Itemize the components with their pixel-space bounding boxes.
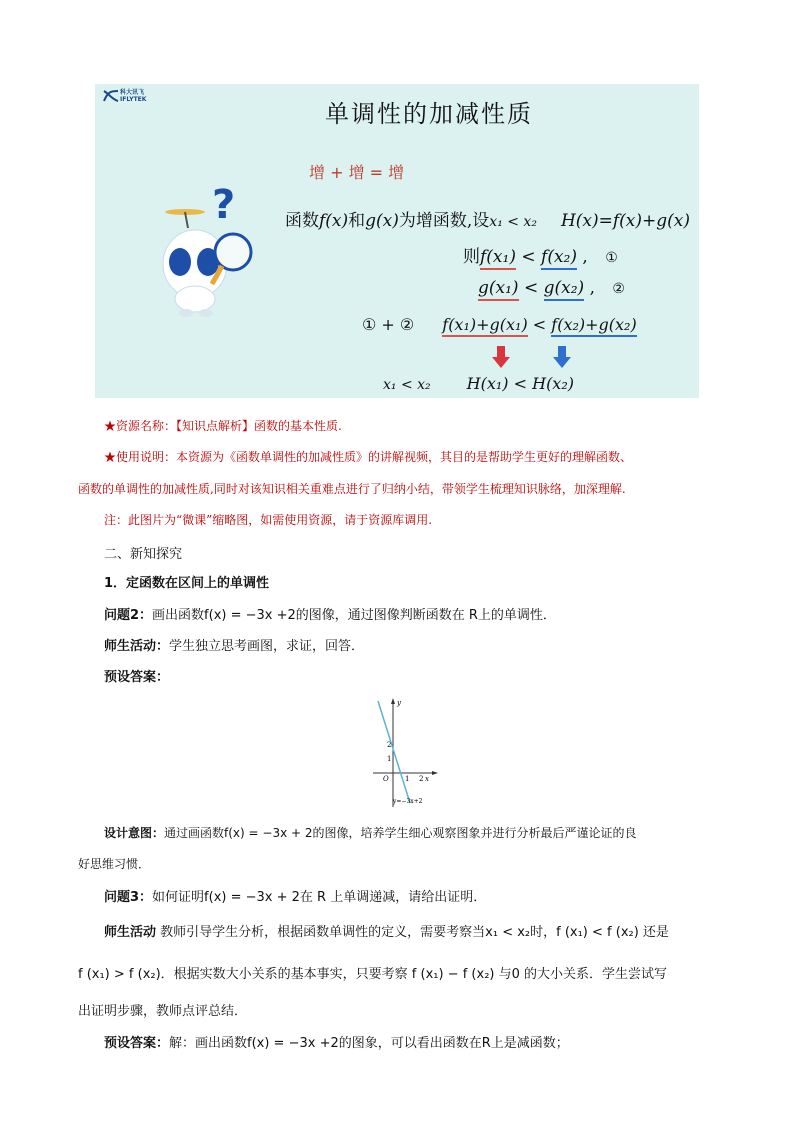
- banner-condition-line: 函数f(x)和g(x)为增函数,设x₁ < x₂ H(x)=f(x)+g(x): [285, 211, 690, 231]
- banner-f-inequality: 则f(x₁) < f(x₂) , ①: [463, 242, 618, 267]
- tick-label-y1: 1: [387, 755, 392, 763]
- function-line: [378, 701, 410, 803]
- x-axis-label: x: [425, 775, 429, 783]
- function-line-label: y=−3x+2: [393, 798, 423, 805]
- banner-title: 单调性的加减性质: [325, 100, 533, 128]
- tick-label-x1: 1: [405, 775, 410, 783]
- design-intent-line-2: 好思维习惯．: [78, 857, 151, 871]
- linear-function-graph: [365, 695, 445, 810]
- banner-conclusion: x₁ < x₂ H(x₁) < H(x₂): [383, 374, 574, 393]
- preset-answer-label: 预设答案：: [104, 670, 170, 685]
- rule-text: 增 + 增 = 增: [309, 163, 405, 182]
- tick-label-y2: 2: [387, 741, 392, 749]
- banner-g-inequality: g(x₁) < g(x₂) , ②: [478, 278, 625, 298]
- iflytek-logo-icon: [102, 89, 120, 103]
- mascot-icon: [150, 184, 260, 319]
- lesson-banner: [95, 84, 699, 398]
- x-axis-arrow-icon: [432, 771, 438, 775]
- y-axis-arrow-icon: [391, 698, 395, 704]
- activity-2-line-1: 师生活动 教师引导学生分析，根据函数单调性的定义，需要考察当x₁ < x₂时，f (x₁) < f (x₂) 还是: [104, 925, 669, 940]
- design-intent-line-1: 设计意图：通过画函数f(x) = −3x + 2的图像，培养学生细心观察图象并进行分析最后严谨论证的良: [104, 826, 637, 840]
- arrow-down-blue-icon: [553, 346, 571, 368]
- y-axis-label: y: [397, 699, 401, 707]
- section-heading: 二、新知探究: [104, 547, 183, 562]
- preset-answer-2: 预设答案：解：画出函数f(x) = −3x +2的图象，可以看出函数在R上是减函数；: [104, 1036, 569, 1051]
- section-subheading: 1．定函数在区间上的单调性: [104, 576, 270, 591]
- arrow-down-red-icon: [492, 346, 510, 368]
- question-3: 问题3：如何证明f(x) = −3x + 2在 R 上单调递减，请给出证明．: [104, 890, 487, 905]
- activity-2-line-2: f (x₁) > f (x₂)．根据实数大小关系的基本事实，只要考察 f (x₁) − f (x₂) 与0 的大小关系．学生尝试写: [78, 967, 668, 982]
- question-2: 问题2：画出函数f(x) = −3x +2的图像，通过图像判断函数在 R上的单调性．: [104, 608, 556, 623]
- resource-usage-line-1: ★使用说明：本资源为《函数单调性的加减性质》的讲解视频，其目的是帮助学生更好的理解函数、: [104, 450, 633, 464]
- resource-name-line: ★资源名称：【知识点解析】函数的基本性质.: [104, 419, 342, 433]
- logo-text: 科大讯飞 IFLYTEK: [120, 89, 147, 103]
- svg-text:?: ?: [212, 184, 236, 228]
- resource-usage-line-2: 函数的单调性的加减性质,同时对该知识相关重难点进行了归纳小结，带领学生梳理知识脉络，加深理解.: [78, 482, 626, 496]
- origin-label: O: [383, 775, 389, 783]
- tick-label-x2: 2: [419, 775, 424, 783]
- resource-note: 注：此图片为“微课”缩略图，如需使用资源，请于资源库调用.: [104, 513, 433, 527]
- banner-sum-line: ① + ② f(x₁)+g(x₁) < f(x₂)+g(x₂): [362, 315, 637, 334]
- teacher-student-activity: 师生活动：学生独立思考画图，求证，回答．: [104, 639, 365, 654]
- activity-2-line-3: 出证明步骤，教师点评总结．: [78, 1004, 248, 1019]
